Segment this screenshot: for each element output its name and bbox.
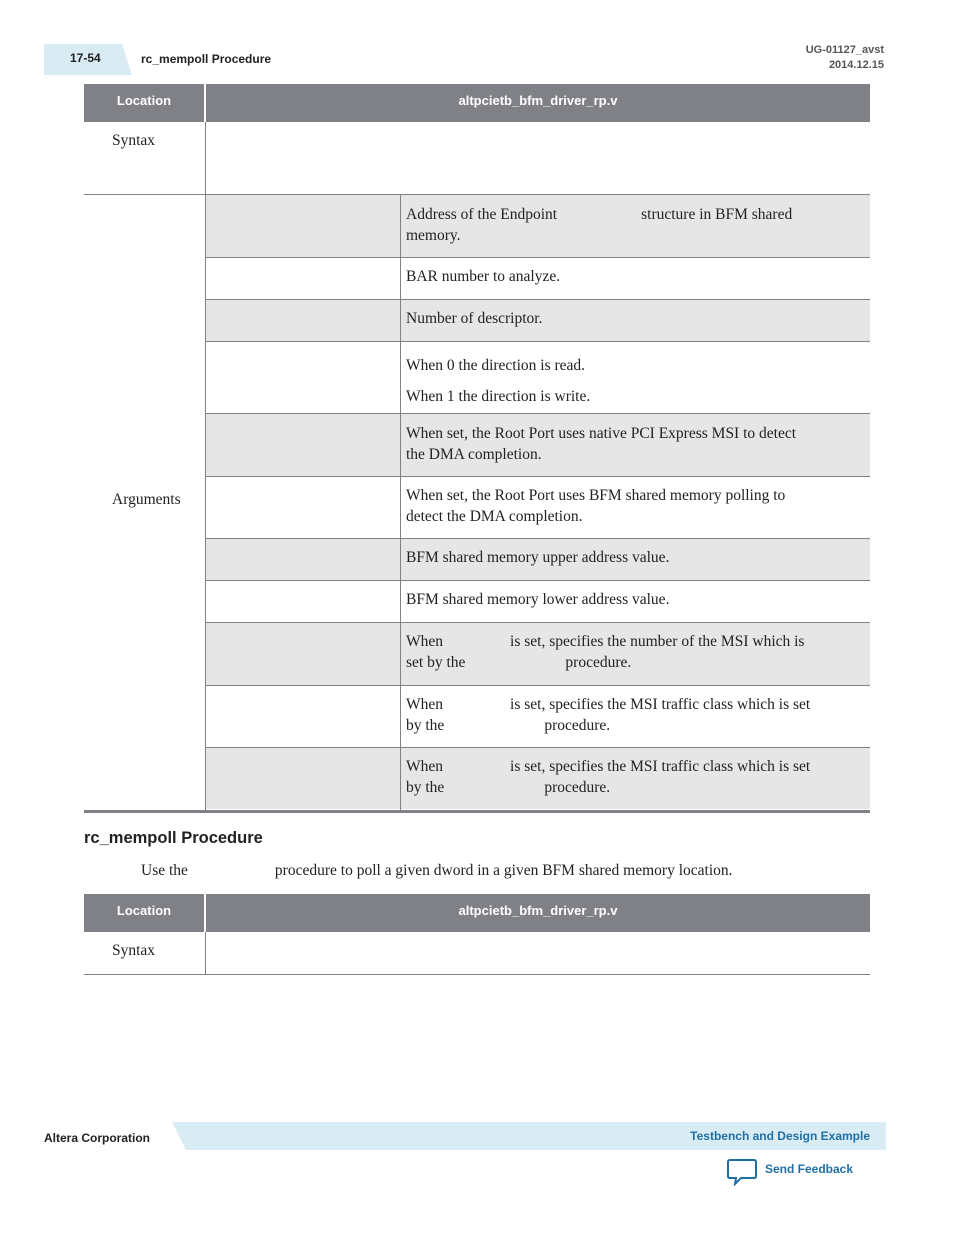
- arg-desc-line2b: procedure.: [544, 779, 611, 796]
- doc-id: UG-01127_avst: [805, 44, 884, 56]
- feedback-icon[interactable]: [727, 1158, 757, 1186]
- table2-syntax-label: Syntax: [112, 942, 156, 959]
- arg-desc-line2: detect the DMA completion.: [406, 508, 583, 525]
- syntax-label: Syntax: [112, 132, 156, 149]
- arg-desc-line1a: Address of the Endpoint: [406, 206, 558, 223]
- arg-row: [205, 539, 870, 580]
- send-feedback-link[interactable]: Send Feedback: [765, 1162, 854, 1176]
- arg-desc-when: When: [406, 633, 444, 650]
- doc-date: 2014.12.15: [828, 59, 884, 71]
- arg-row: [205, 342, 870, 413]
- footer-section-link[interactable]: Testbench and Design Example: [690, 1129, 870, 1143]
- section-intro: [141, 862, 733, 880]
- intro-prefix: Use the: [141, 862, 188, 879]
- arg-desc-line1: When 0 the direction is read.: [406, 357, 586, 374]
- arg-desc: BFM shared memory lower address value.: [406, 591, 670, 608]
- arg-desc-line2: memory.: [406, 227, 461, 244]
- arg-desc-line2b: procedure.: [565, 654, 632, 671]
- arg-row: [205, 477, 870, 538]
- arg-desc-line1: When set, the Root Port uses BFM shared memory polling to: [406, 487, 786, 504]
- arg-row: [205, 414, 870, 476]
- table1-header: [84, 84, 870, 122]
- section-title: rc_mempoll Procedure: [84, 829, 263, 847]
- arg-desc-line1b: structure in BFM shared: [641, 206, 793, 223]
- arg-row: [205, 581, 870, 622]
- table2-col-location: Location: [116, 903, 172, 918]
- arg-desc-line2: the DMA completion.: [406, 446, 542, 463]
- arg-desc: BAR number to analyze.: [406, 268, 561, 285]
- arg-desc-line2: When 1 the direction is write.: [406, 388, 591, 405]
- arg-desc-line1: is set, specifies the MSI traffic class which is set: [510, 696, 811, 713]
- table1-col-file: altpcietb_bfm_driver_rp.v: [458, 93, 618, 108]
- header-title: rc_mempoll Procedure: [141, 52, 272, 66]
- arg-desc-when: When: [406, 758, 444, 775]
- arg-row: [205, 258, 870, 299]
- arg-desc: Number of descriptor.: [406, 310, 543, 327]
- arg-desc-line2a: set by the: [406, 654, 466, 671]
- table2-col-file: altpcietb_bfm_driver_rp.v: [458, 903, 618, 918]
- table1-col-location: Location: [116, 93, 172, 108]
- arg-desc-line1: is set, specifies the number of the MSI which is: [510, 633, 805, 650]
- page-number: 17-54: [70, 51, 101, 65]
- doc-info: [806, 43, 884, 73]
- arg-row: [205, 623, 870, 685]
- arg-row: [205, 748, 870, 809]
- intro-suffix: procedure to poll a given dword in a given BFM shared memory location.: [274, 862, 733, 879]
- arg-desc-line2b: procedure.: [544, 717, 611, 734]
- arg-desc-line1: When set, the Root Port uses native PCI Express MSI to detect: [406, 425, 797, 442]
- arguments-label: Arguments: [112, 491, 181, 508]
- arg-desc-line2a: by the: [406, 717, 445, 734]
- footer-company: Altera Corporation: [44, 1131, 151, 1145]
- arg-row: [205, 686, 870, 747]
- arg-row: [205, 195, 870, 257]
- arg-desc: BFM shared memory upper address value.: [406, 549, 670, 566]
- table2-header: [84, 894, 870, 932]
- arg-desc-line1: is set, specifies the MSI traffic class which is set: [510, 758, 811, 775]
- arg-desc-when: When: [406, 696, 444, 713]
- arg-row: [205, 300, 870, 341]
- arg-desc-line2a: by the: [406, 779, 445, 796]
